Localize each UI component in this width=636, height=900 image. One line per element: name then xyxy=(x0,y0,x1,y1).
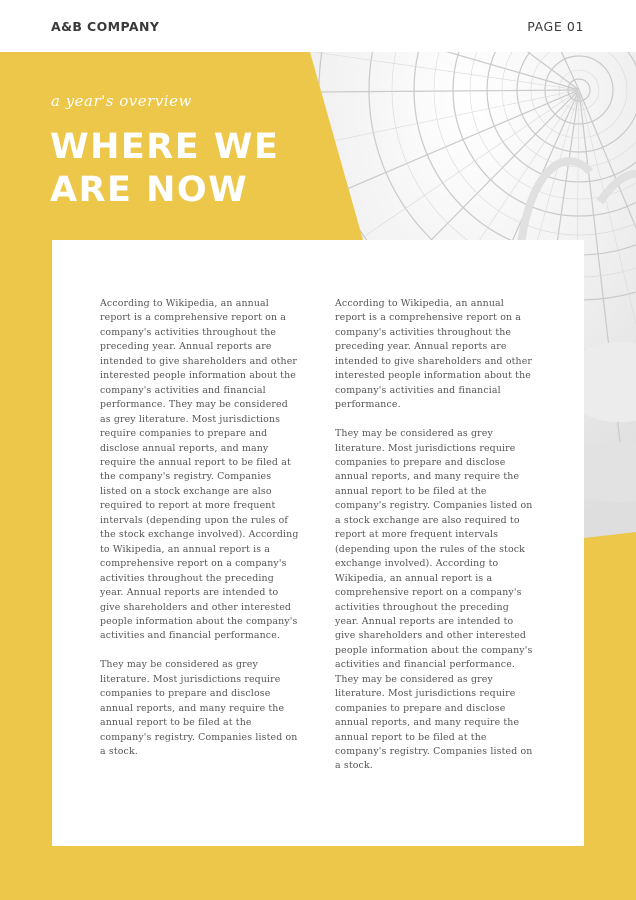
page-title: WHERE WE ARE NOW xyxy=(50,127,280,210)
content-card xyxy=(52,240,584,846)
section-subtitle: a year's overview xyxy=(51,92,192,110)
paragraph: According to Wikipedia, an annual report is a comprehensive report on a company's activities throughout the preceding year. Annual reports are intended to give shareholders and other interested people information about the company's activities and financial performance. xyxy=(335,298,533,411)
paragraph: According to Wikipedia, an annual report is a comprehensive report on a company's activities throughout the preceding year. Annual reports are intended to give shareholders and other interested people information about the company's activities and financial performance. They may be considered as grey literature. Most jurisdictions require companies to prepare and disclose annual reports, and many require the annual report to be filed at the company's registry. Companies listed on a stock exchange are also required to report at more frequent intervals (depending upon the rules of the stock exchange involved). According to Wikipedia, an annual report is a comprehensive report on a company's activities throughout the preceding year. Annual reports are intended to give shareholders and other interested people information about the company's activities and financial performance. xyxy=(100,298,299,642)
page-header xyxy=(0,0,636,52)
company-name: A&B COMPANY xyxy=(51,19,160,34)
paragraph: They may be considered as grey literature. Most jurisdictions require companies to prepare and disclose annual reports, and many require the annual report to be filed at the company's registry. Companies listed on a stock exchange are also required to report at more frequent intervals (depending upon the rules of the stock exchange involved). According to Wikipedia, an annual report is a comprehensive report on a company's activities throughout the preceding year. Annual reports are intended to give shareholders and other interested people information about the company's activities and financial performance. They may be considered as grey literature. Most jurisdictions require companies to prepare and disclose annual reports, and many require the annual report to be filed at the company's registry. Companies listed on a stock. xyxy=(335,428,533,772)
text-column-left xyxy=(100,297,300,774)
page-number: PAGE 01 xyxy=(527,19,584,34)
text-column-right xyxy=(335,297,535,788)
paragraph: They may be considered as grey literature. Most jurisdictions require companies to prepare and disclose annual reports, and many require the annual report to be filed at the company's registry. Companies listed on a stock. xyxy=(100,659,298,758)
